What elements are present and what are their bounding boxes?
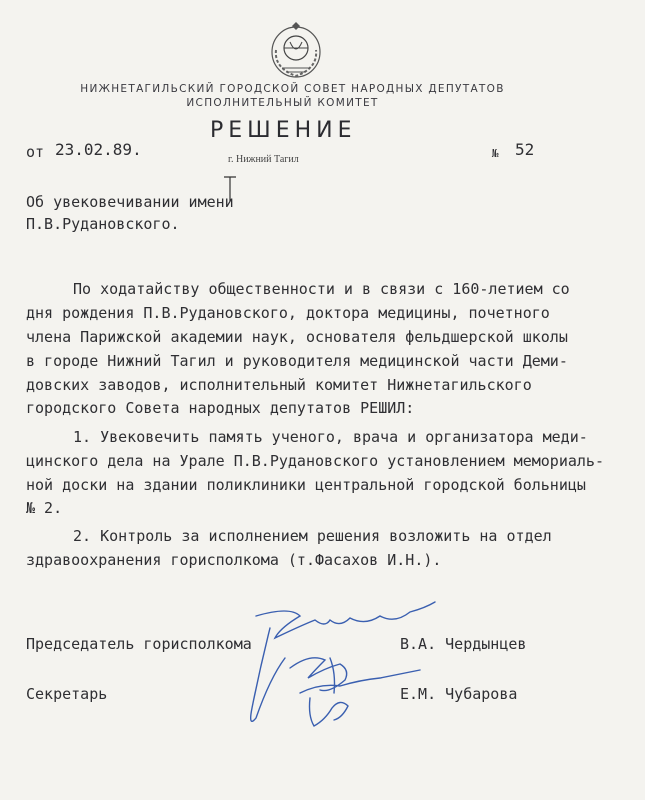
body-line: цинского дела на Урале П.В.Рудановского установлением мемориаль- [26,452,604,470]
body-line: в городе Нижний Тагил и руководителя медицинской части Деми- [26,352,568,370]
number-label: № [492,147,499,160]
subject-line: Об увековечивании имени [26,193,234,211]
subject-line: П.В.Рудановского. [26,215,180,233]
body-line: члена Парижской академии наук, основателя фельдшерской школы [26,328,568,346]
council-name: НИЖНЕТАГИЛЬСКИЙ ГОРОДСКОЙ СОВЕТ НАРОДНЫХ ДЕПУТАТОВ [80,83,505,95]
committee-name: ИСПОЛНИТЕЛЬНЫЙ КОМИТЕТ [186,97,379,109]
body-line: городского Совета народных депутатов РЕШИЛ: [26,399,415,417]
body-line: № 2. [26,499,63,517]
body-line: По ходатайству общественности и в связи с 160-летием со [73,280,570,298]
date-label: от [26,143,45,161]
chair-name: В.А. Чердынцев [400,635,527,653]
handwritten-signatures [230,598,460,748]
body-line: здравоохранения горисполкома (т.Фасахов И.Н.). [26,551,442,569]
body-line: 2. Контроль за исполнением решения возложить на отдел [73,527,552,545]
body-line: ной доски на здании поликлиники центральной городской больницы [26,476,586,494]
city-name: г. Нижний Тагил [228,154,299,165]
body-line: довских заводов, исполнительный комитет Нижнетагильского [26,376,532,394]
state-emblem-icon [268,20,324,80]
chair-role: Председатель горисполкома [26,635,252,653]
document-title: РЕШЕНИЕ [210,118,357,143]
body-line: 1. Увековечить память ученого, врача и организатора меди- [73,428,588,446]
secretary-name: Е.М. Чубарова [400,685,518,703]
document-date: 23.02.89. [55,140,142,159]
document-number: 52 [515,140,535,159]
body-line: дня рождения П.В.Рудановского, доктора медицины, почетного [26,304,550,322]
secretary-role: Секретарь [26,685,108,703]
